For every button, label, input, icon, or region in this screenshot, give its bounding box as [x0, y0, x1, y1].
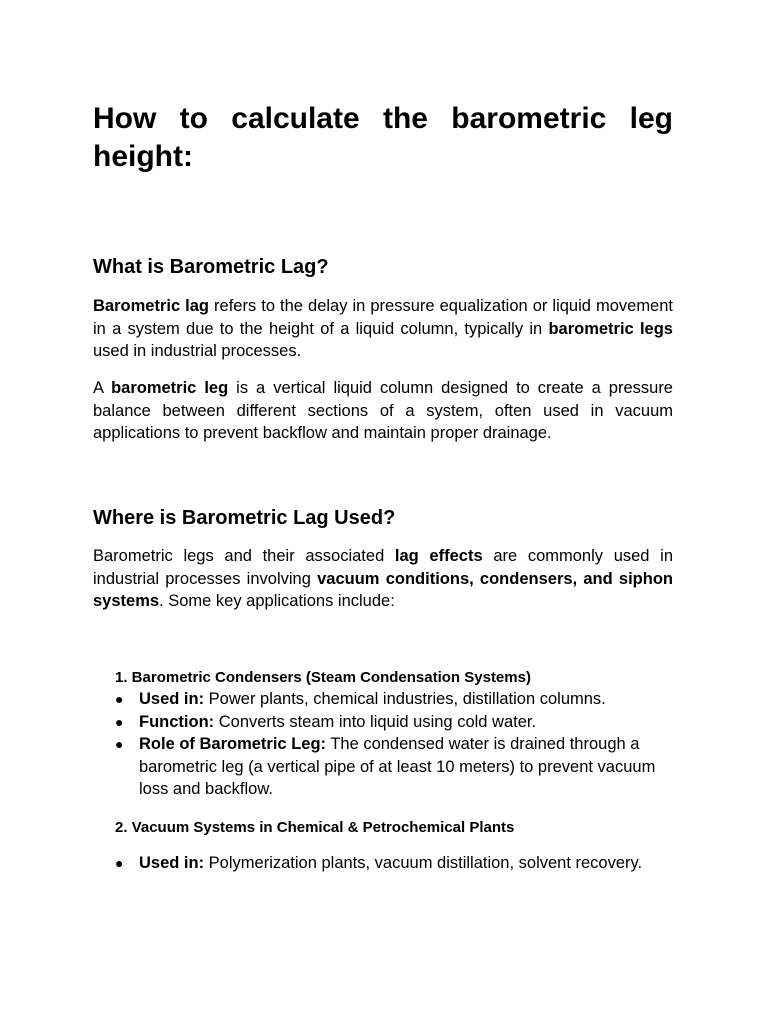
paragraph-text: are commonly used in industrial processes involving	[93, 547, 673, 588]
list-heading-barometric-condensers: 1. Barometric Condensers (Steam Condensation Systems)	[115, 669, 531, 686]
bold-term-barometric-legs: barometric legs	[548, 319, 673, 338]
bullet-list-barometric-condensers	[115, 688, 675, 801]
list-item-text: Polymerization plants, vacuum distillation, solvent recovery.	[204, 854, 643, 872]
paragraph-applications-intro	[93, 545, 673, 613]
list-item-label: Function:	[139, 712, 215, 731]
bold-term-lag-effects: lag effects	[394, 547, 483, 565]
paragraph-text: used in industrial processes.	[93, 342, 302, 360]
section-heading-what-is-barometric-lag: What is Barometric Lag?	[93, 256, 329, 278]
list-item-text: Power plants, chemical industries, distillation columns.	[204, 690, 606, 708]
paragraph-text: A	[93, 379, 112, 397]
list-item	[115, 852, 675, 875]
paragraph-text: . Some key applications include:	[159, 592, 395, 610]
bold-term-barometric-lag: Barometric lag	[93, 297, 209, 315]
page-title	[93, 100, 673, 176]
list-item-text: Converts steam into liquid using cold water.	[214, 712, 537, 731]
section-heading-where-is-barometric-lag-used: Where is Barometric Lag Used?	[93, 507, 396, 529]
list-item	[115, 711, 675, 734]
bold-term-vacuum-conditions: vacuum conditions, condensers, and siphon systems	[93, 569, 673, 610]
paragraph-text: refers to the delay in pressure equalization or liquid movement in a system due to the height of a liquid column, typically in	[93, 297, 673, 338]
bullet-icon: ●	[115, 691, 124, 707]
list-heading-vacuum-systems: 2. Vacuum Systems in Chemical & Petrochemical Plants	[115, 819, 515, 836]
list-item-text: The condensed water is drained through a barometric leg (a vertical pipe of at least 10 meters) to prevent vacuum loss and backflow.	[139, 735, 656, 798]
paragraph-barometric-lag-definition	[93, 295, 673, 363]
bold-term-barometric-leg: barometric leg	[111, 379, 229, 397]
list-item-label: Used in:	[139, 854, 205, 872]
list-item	[115, 688, 675, 711]
list-item-label: Used in:	[139, 690, 205, 708]
paragraph-text: is a vertical liquid column designed to create a pressure balance between different sections of a system, often used in vacuum applications to prevent backflow and maintain proper drainage.	[93, 379, 673, 442]
page-title-line-2: height:	[93, 140, 193, 173]
bullet-icon: ●	[115, 713, 124, 730]
bullet-list-vacuum-systems	[115, 852, 675, 875]
page-title-line-1: How to calculate the barometric leg	[93, 102, 673, 135]
paragraph-barometric-leg-definition	[93, 377, 673, 445]
bullet-icon: ●	[115, 736, 124, 752]
list-item-label: Role of Barometric Leg:	[139, 735, 327, 753]
paragraph-text: Barometric legs and their associated	[93, 547, 395, 565]
bullet-icon: ●	[115, 855, 124, 871]
list-item	[115, 733, 675, 801]
